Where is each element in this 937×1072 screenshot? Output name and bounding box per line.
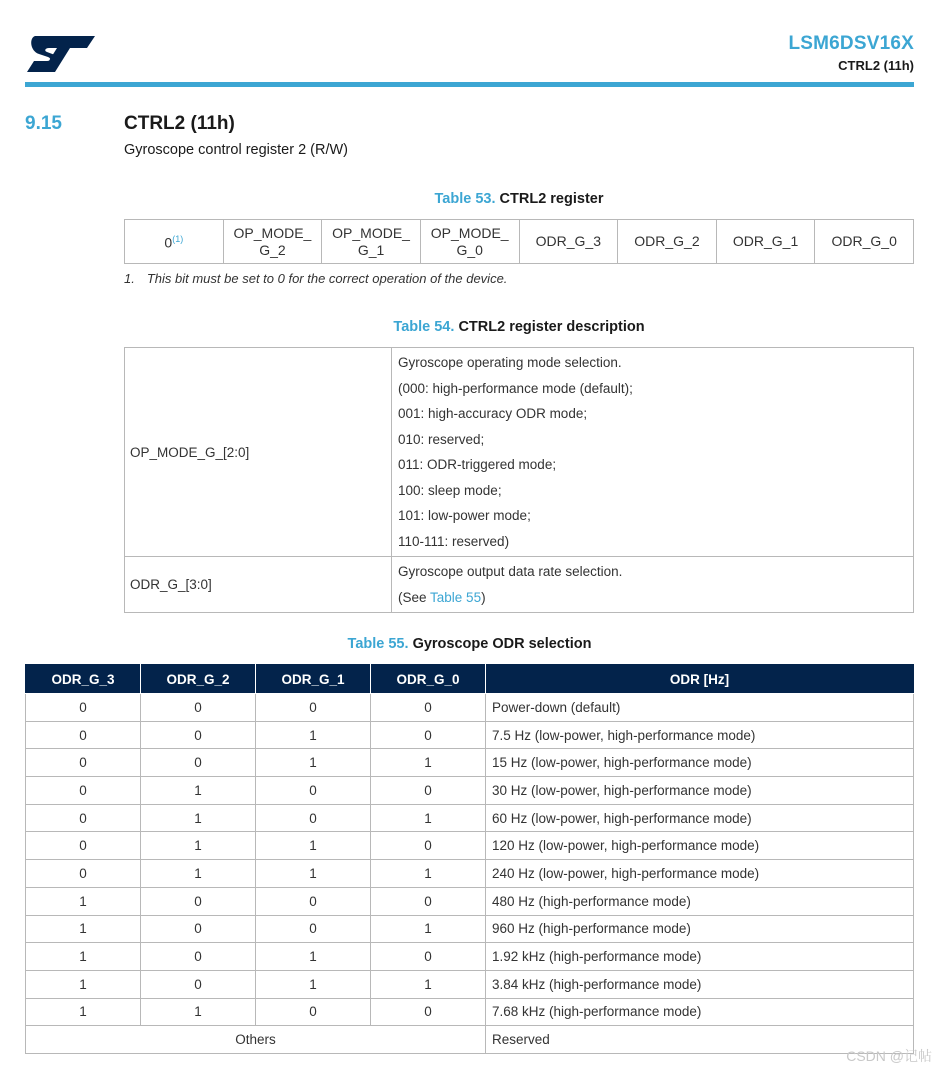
description-line: 001: high-accuracy ODR mode;: [398, 406, 588, 421]
table-row-others: [26, 1026, 914, 1054]
ctrl2-description-table: [124, 347, 914, 613]
bit-cell: 1: [141, 998, 256, 1026]
column-header: ODR [Hz]: [486, 665, 914, 694]
table53-caption: [124, 191, 914, 207]
bit-cell: 0: [371, 943, 486, 971]
bit-cell: 0: [371, 777, 486, 805]
bit-name: ODR_G_0: [831, 233, 897, 249]
table55-caption-title: Gyroscope ODR selection: [412, 636, 592, 652]
bit-cell: 0: [141, 915, 256, 943]
bit-cell: 1: [141, 832, 256, 860]
description-line: Gyroscope operating mode selection.: [398, 355, 622, 370]
register-bit-6: [223, 220, 322, 264]
watermark: CSDN @记帖: [846, 1048, 932, 1064]
bit-cell: 0: [26, 721, 141, 749]
description-line: Gyroscope output data rate selection.: [398, 564, 623, 579]
footnote-ref[interactable]: (1): [172, 234, 184, 245]
field-name: OP_MODE_G_[2:0]: [125, 348, 392, 557]
odr-table-body: [26, 694, 914, 1054]
section-title: CTRL2 (11h): [124, 113, 235, 134]
bit-cell: 1: [141, 777, 256, 805]
st-logo-icon: [25, 34, 97, 74]
bit-cell: 1: [256, 749, 371, 777]
bit-cell: 1: [26, 943, 141, 971]
column-header: ODR_G_3: [26, 665, 141, 694]
odr-cell: 960 Hz (high-performance mode): [486, 915, 914, 943]
table-row: [26, 860, 914, 888]
bit-cell: 0: [371, 887, 486, 915]
table-row: [26, 943, 914, 971]
table55-link[interactable]: Table 55: [430, 589, 482, 605]
others-label: Others: [26, 1026, 486, 1054]
bit-cell: 0: [26, 804, 141, 832]
bit-cell: 0: [371, 832, 486, 860]
bit-cell: 1: [26, 915, 141, 943]
odr-cell: 30 Hz (low-power, high-performance mode): [486, 777, 914, 805]
section-description: Gyroscope control register 2 (R/W): [124, 142, 349, 158]
section-number: 9.15: [25, 113, 62, 134]
bit-cell: 0: [256, 998, 371, 1026]
table53-caption-number: Table 53.: [434, 191, 496, 207]
bit-cell: 1: [256, 832, 371, 860]
register-bit-5: [322, 220, 421, 264]
header-section: CTRL2 (11h): [838, 58, 914, 73]
table-row: [26, 694, 914, 722]
bit-name: OP_MODE_ G_2: [233, 224, 312, 258]
table-row: [26, 887, 914, 915]
bit-cell: 0: [256, 694, 371, 722]
table53-caption-title: CTRL2 register: [499, 191, 604, 207]
bit-cell: 0: [141, 943, 256, 971]
others-value: Reserved: [486, 1026, 914, 1054]
register-bit-1: [716, 220, 815, 264]
bit-cell: 1: [26, 970, 141, 998]
bit-cell: 1: [141, 804, 256, 832]
bit-cell: 0: [371, 694, 486, 722]
table-row: [26, 749, 914, 777]
bit-cell: 1: [256, 943, 371, 971]
bit-cell: 0: [26, 832, 141, 860]
bit-cell: 0: [26, 777, 141, 805]
description-row: [125, 348, 914, 557]
bit-cell: 0: [256, 804, 371, 832]
bit-cell: 0: [26, 860, 141, 888]
odr-cell: 240 Hz (low-power, high-performance mode): [486, 860, 914, 888]
odr-cell: 3.84 kHz (high-performance mode): [486, 970, 914, 998]
column-header: ODR_G_0: [371, 665, 486, 694]
odr-cell: 1.92 kHz (high-performance mode): [486, 943, 914, 971]
table54-caption-number: Table 54.: [393, 319, 455, 335]
odr-cell: 480 Hz (high-performance mode): [486, 887, 914, 915]
description-line: 010: reserved;: [398, 431, 485, 447]
footnote-text: This bit must be set to 0 for the correct operation of the device.: [146, 271, 508, 286]
bit-cell: 0: [371, 721, 486, 749]
odr-cell: 120 Hz (low-power, high-performance mode): [486, 832, 914, 860]
bit-cell: 0: [26, 694, 141, 722]
bit-cell: 1: [256, 970, 371, 998]
table-row: [26, 804, 914, 832]
description-row: [125, 557, 914, 613]
bit-cell: 0: [256, 887, 371, 915]
description-line: 100: sleep mode;: [398, 482, 502, 498]
bit-cell: 1: [371, 749, 486, 777]
register-bit-3: [519, 220, 618, 264]
table54-caption: [124, 319, 914, 335]
field-description: [392, 557, 914, 613]
table-header-row: [26, 665, 914, 694]
see-suffix: ): [481, 589, 486, 605]
odr-cell: 60 Hz (low-power, high-performance mode): [486, 804, 914, 832]
bit-cell: 0: [256, 777, 371, 805]
see-prefix: (See: [398, 589, 431, 605]
description-line: 011: ODR-triggered mode;: [398, 457, 557, 472]
bit-cell: 0: [141, 887, 256, 915]
register-bit-4: [420, 220, 519, 264]
table-row: [26, 970, 914, 998]
table55-caption: [25, 636, 914, 652]
register-bit-2: [618, 220, 717, 264]
table-row: [26, 915, 914, 943]
bit-cell: 1: [141, 860, 256, 888]
table55-caption-number: Table 55.: [347, 636, 409, 652]
bit-cell: 1: [371, 860, 486, 888]
odr-cell: 15 Hz (low-power, high-performance mode): [486, 749, 914, 777]
bit-cell: 1: [371, 970, 486, 998]
bit-cell: 0: [141, 970, 256, 998]
field-description: [392, 348, 914, 557]
bit-cell: 0: [141, 721, 256, 749]
odr-cell: 7.5 Hz (low-power, high-performance mode): [486, 721, 914, 749]
ctrl2-register-table: [124, 219, 914, 264]
bit-cell: 0: [256, 915, 371, 943]
register-bit-0: [815, 220, 914, 264]
bit-name: OP_MODE_ G_1: [332, 224, 410, 258]
bit-cell: 1: [26, 887, 141, 915]
bit-cell: 0: [371, 998, 486, 1026]
description-line: (000: high-performance mode (default);: [398, 380, 633, 396]
register-bits-row: [125, 220, 914, 264]
bit-cell: 1: [371, 915, 486, 943]
table-row: [26, 777, 914, 805]
table53-footnote: [124, 271, 507, 286]
table-row: [26, 721, 914, 749]
column-header: ODR_G_2: [141, 665, 256, 694]
bit-name: ODR_G_1: [732, 233, 799, 249]
bit-cell: 1: [256, 860, 371, 888]
gyroscope-odr-table: [25, 664, 914, 1054]
product-name: LSM6DSV16X: [788, 33, 914, 54]
bit-cell: 0: [141, 694, 256, 722]
odr-cell: 7.68 kHz (high-performance mode): [486, 998, 914, 1026]
header-divider: [25, 82, 914, 87]
description-line: 101: low-power mode;: [398, 508, 531, 523]
table54-caption-title: CTRL2 register description: [458, 319, 645, 335]
bit-cell: 0: [26, 749, 141, 777]
footnote-index: 1.: [124, 271, 135, 286]
bit-cell: 1: [371, 804, 486, 832]
description-line: 110-111: reserved): [398, 533, 510, 549]
description-line: [398, 585, 907, 611]
table-row: [26, 832, 914, 860]
register-bit-7: [125, 220, 224, 264]
document-header: [788, 33, 914, 73]
field-name: ODR_G_[3:0]: [125, 557, 392, 613]
bit-cell: 0: [141, 749, 256, 777]
odr-cell: Power-down (default): [486, 694, 914, 722]
bit-name: ODR_G_3: [535, 233, 601, 249]
table-row: [26, 998, 914, 1026]
column-header: ODR_G_1: [256, 665, 371, 694]
bit-cell: 1: [26, 998, 141, 1026]
bit-value: 0: [164, 234, 173, 251]
bit-name: OP_MODE_ G_0: [430, 224, 509, 258]
bit-cell: 1: [256, 721, 371, 749]
bit-name: ODR_G_2: [634, 233, 700, 249]
